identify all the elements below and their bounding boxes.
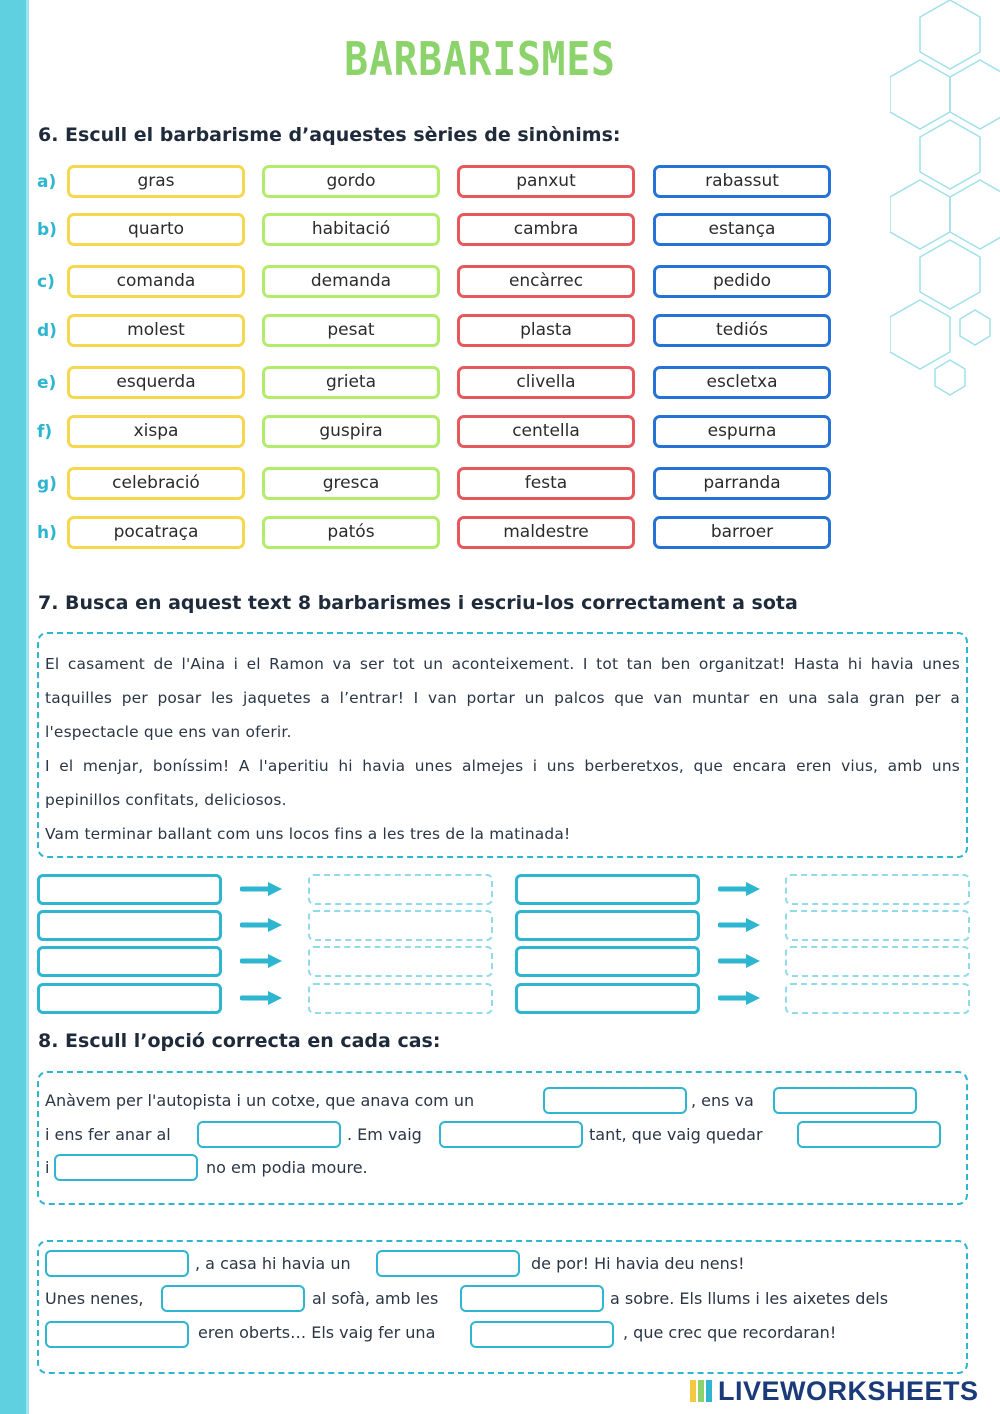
option-button[interactable]: cambra (457, 213, 635, 246)
story-text-box (37, 632, 968, 858)
arrow-right-icon (718, 915, 762, 935)
option-button[interactable]: pocatraça (67, 516, 245, 549)
arrow-right-icon (718, 879, 762, 899)
option-button[interactable]: festa (457, 467, 635, 500)
answer-dropdown[interactable] (773, 1087, 917, 1114)
arrow-right-icon (718, 988, 762, 1008)
arrow-right-icon (718, 951, 762, 971)
answer-dropdown[interactable] (543, 1087, 687, 1114)
correction-input[interactable] (308, 910, 493, 941)
sentence-fragment: eren oberts… Els vaig fer una (198, 1323, 436, 1342)
option-button[interactable]: parranda (653, 467, 831, 500)
answer-dropdown[interactable] (470, 1321, 614, 1348)
barbarism-input[interactable] (37, 874, 222, 905)
answer-dropdown[interactable] (197, 1121, 341, 1148)
answer-dropdown[interactable] (376, 1250, 520, 1277)
option-button[interactable]: encàrrec (457, 265, 635, 298)
row-label: b) (37, 220, 57, 240)
option-button[interactable]: comanda (67, 265, 245, 298)
option-button[interactable]: pedido (653, 265, 831, 298)
option-button[interactable]: clivella (457, 366, 635, 399)
row-label: g) (37, 474, 57, 494)
sentence-fragment: , ens va (691, 1091, 754, 1110)
hexagon-decoration (890, 0, 1000, 400)
option-button[interactable]: panxut (457, 165, 635, 198)
option-button[interactable]: gresca (262, 467, 440, 500)
option-button[interactable]: barroer (653, 516, 831, 549)
option-button[interactable]: maldestre (457, 516, 635, 549)
row-label: f) (37, 422, 53, 442)
option-button[interactable]: estança (653, 213, 831, 246)
option-button[interactable]: patós (262, 516, 440, 549)
barbarism-input[interactable] (37, 946, 222, 977)
barbarism-input[interactable] (515, 983, 700, 1014)
correction-input[interactable] (308, 983, 493, 1014)
option-button[interactable]: pesat (262, 314, 440, 347)
sentence-fragment: , a casa hi havia un (195, 1254, 351, 1273)
option-button[interactable]: centella (457, 415, 635, 448)
row-label: e) (37, 373, 57, 393)
section8-heading: 8. Escull l’opció correcta en cada cas: (38, 1030, 441, 1052)
row-label: a) (37, 172, 57, 192)
barbarism-input[interactable] (37, 983, 222, 1014)
option-button[interactable]: gordo (262, 165, 440, 198)
liveworksheets-logo (688, 1374, 988, 1408)
section7-heading: 7. Busca en aquest text 8 barbarismes i escriu-los correctament a sota (38, 592, 798, 614)
correction-input[interactable] (308, 946, 493, 977)
sentence-fragment: i (45, 1158, 50, 1177)
sentence-fragment: no em podia moure. (206, 1158, 368, 1177)
row-label: d) (37, 321, 57, 341)
correction-input[interactable] (308, 874, 493, 905)
answer-dropdown[interactable] (45, 1250, 189, 1277)
option-button[interactable]: escletxa (653, 366, 831, 399)
option-button[interactable]: tediós (653, 314, 831, 347)
option-button[interactable]: espurna (653, 415, 831, 448)
option-button[interactable]: grieta (262, 366, 440, 399)
option-button[interactable]: molest (67, 314, 245, 347)
row-label: h) (37, 523, 57, 543)
option-button[interactable]: celebració (67, 467, 245, 500)
option-button[interactable]: demanda (262, 265, 440, 298)
sentence-fragment: de por! Hi havia deu nens! (531, 1254, 745, 1273)
correction-input[interactable] (785, 983, 970, 1014)
sentence-fragment: , que crec que recordaran! (623, 1323, 837, 1342)
row-label: c) (37, 272, 55, 292)
option-button[interactable]: rabassut (653, 165, 831, 198)
story-paragraph: Vam terminar ballant com uns locos fins a les tres de la matinada! (45, 825, 571, 843)
arrow-right-icon (240, 915, 284, 935)
left-decorative-stripe (0, 0, 26, 1414)
barbarism-input[interactable] (515, 946, 700, 977)
arrow-right-icon (240, 951, 284, 971)
option-button[interactable]: esquerda (67, 366, 245, 399)
sentence-fragment: a sobre. Els llums i les aixetes dels (610, 1289, 889, 1308)
sentence-fragment: i ens fer anar al (45, 1125, 171, 1144)
correction-input[interactable] (785, 946, 970, 977)
answer-dropdown[interactable] (45, 1321, 189, 1348)
option-button[interactable]: plasta (457, 314, 635, 347)
barbarism-input[interactable] (515, 874, 700, 905)
answer-dropdown[interactable] (439, 1121, 583, 1148)
answer-dropdown[interactable] (460, 1285, 604, 1312)
story-paragraph: El casament de l'Aina i el Ramon va ser tot un aconteixement. I tot tan ben organitzat! Hasta hi havia unes taquilles per posar les jaquetes a l’entrar! I van portar un palcos que van muntar en una sala gran per a l'espectacle que ens van oferir. (45, 655, 960, 741)
sentence-fragment: Unes nenes, (45, 1289, 144, 1308)
option-button[interactable]: guspira (262, 415, 440, 448)
barbarism-input[interactable] (515, 910, 700, 941)
correction-input[interactable] (785, 874, 970, 905)
option-button[interactable]: xispa (67, 415, 245, 448)
correction-input[interactable] (785, 910, 970, 941)
sentence-fragment: al sofà, amb les (312, 1289, 439, 1308)
section6-heading: 6. Escull el barbarisme d’aquestes sèries de sinònims: (38, 124, 621, 146)
story-paragraph: I el menjar, boníssim! A l'aperitiu hi havia unes almejes i uns berberetxos, que encara eren vius, amb uns pepinillos confitats, deliciosos. (45, 757, 960, 809)
answer-dropdown[interactable] (797, 1121, 941, 1148)
option-button[interactable]: quarto (67, 213, 245, 246)
sentence-fragment: . Em vaig (347, 1125, 422, 1144)
answer-dropdown[interactable] (161, 1285, 305, 1312)
worksheet-title: BARBARISMES (344, 32, 616, 86)
sentence-fragment: Anàvem per l'autopista i un cotxe, que anava com un (45, 1091, 475, 1110)
arrow-right-icon (240, 988, 284, 1008)
logo-mark-icon (688, 1378, 714, 1404)
option-button[interactable]: habitació (262, 213, 440, 246)
arrow-right-icon (240, 879, 284, 899)
answer-dropdown[interactable] (54, 1154, 198, 1181)
logo-text: LIVEWORKSHEETS (718, 1376, 979, 1406)
sentence-fragment: tant, que vaig quedar (589, 1125, 763, 1144)
option-button[interactable]: gras (67, 165, 245, 198)
barbarism-input[interactable] (37, 910, 222, 941)
